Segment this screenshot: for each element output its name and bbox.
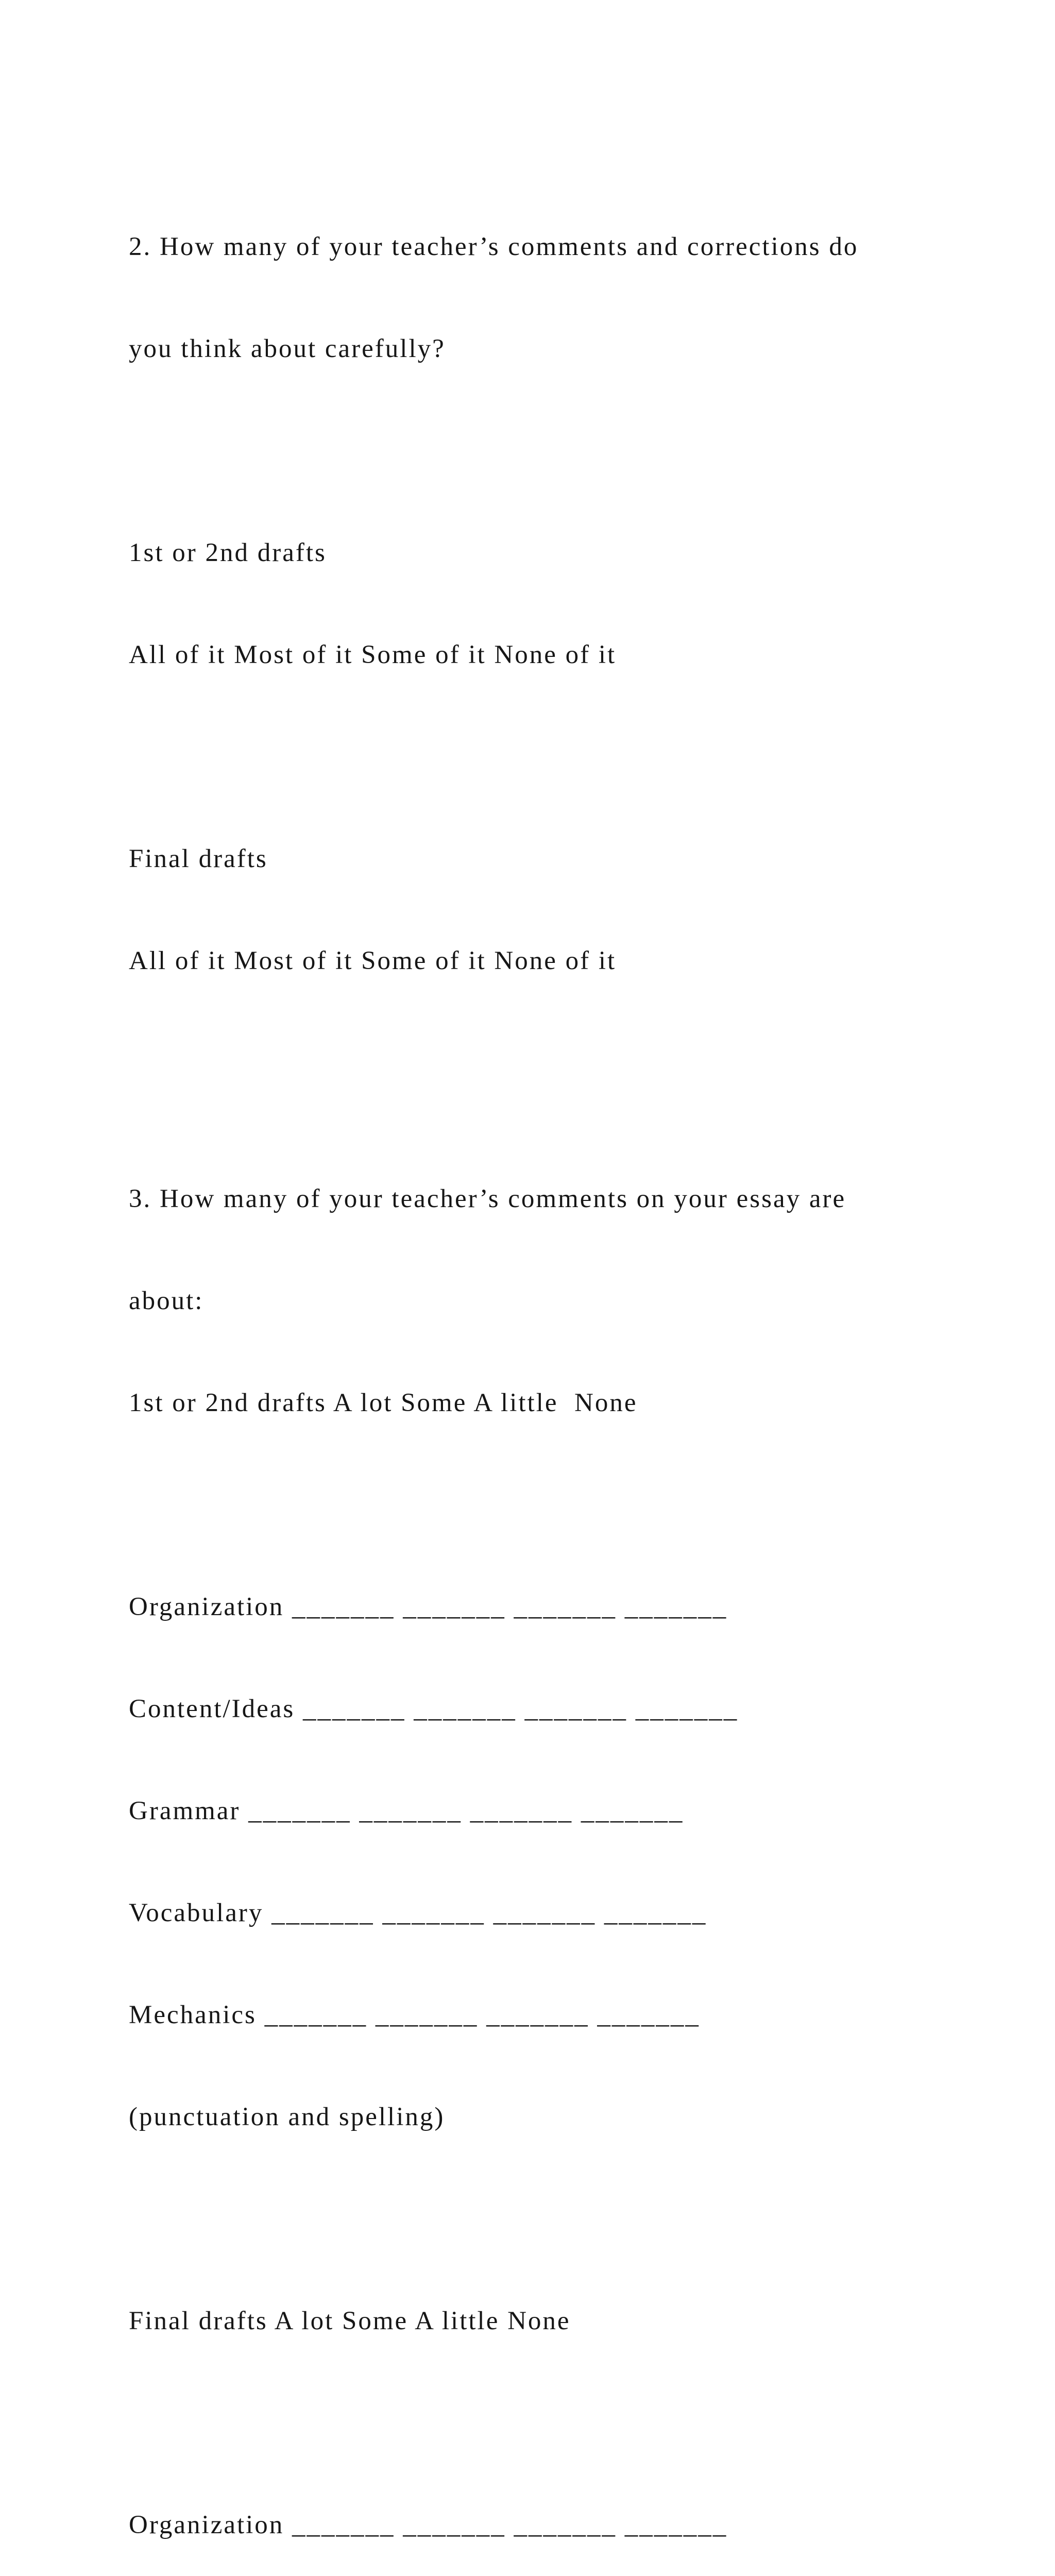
q3-question-continued: about: bbox=[129, 1286, 204, 1315]
q2-first-drafts-options: All of it Most of it Some of it None of it bbox=[129, 640, 617, 669]
q3-first-drafts-header: 1st or 2nd drafts A lot Some A little None bbox=[129, 1388, 638, 1417]
q2-final-drafts-label: Final drafts bbox=[129, 844, 268, 873]
q2-first-drafts-label: 1st or 2nd drafts bbox=[129, 538, 327, 567]
q2-final-drafts-options: All of it Most of it Some of it None of it bbox=[129, 946, 617, 975]
q3-final-drafts-header: Final drafts A lot Some A little None bbox=[129, 2307, 571, 2335]
spacer bbox=[129, 740, 953, 774]
q3-first-row-mechanics: Mechanics _______ _______ _______ _______ bbox=[129, 2001, 700, 2029]
q2-question-continued: you think about carefully? bbox=[129, 334, 446, 363]
spacer bbox=[129, 1046, 953, 1080]
q3-first-row-grammar: Grammar _______ _______ _______ _______ bbox=[129, 1797, 684, 1825]
q3-first-row-mechanics-note: (punctuation and spelling) bbox=[129, 2103, 445, 2131]
q3-first-row-content: Content/Ideas _______ _______ _______ _______ bbox=[129, 1694, 739, 1723]
spacer bbox=[129, 434, 953, 468]
spacer bbox=[129, 2202, 953, 2236]
spacer bbox=[129, 2406, 953, 2440]
spacer bbox=[129, 1488, 953, 1522]
q3-first-row-vocabulary: Vocabulary _______ _______ _______ _______ bbox=[129, 1899, 707, 1927]
q3-final-row-organization: Organization _______ _______ _______ _______ bbox=[129, 2511, 728, 2539]
q2-question: 2. How many of your teacher’s comments and corrections do bbox=[129, 232, 859, 261]
q3-question: 3. How many of your teacher’s comments on your essay are bbox=[129, 1184, 846, 1213]
q3-first-row-organization: Organization _______ _______ _______ _______ bbox=[129, 1592, 728, 1621]
document-body bbox=[129, 128, 953, 2576]
